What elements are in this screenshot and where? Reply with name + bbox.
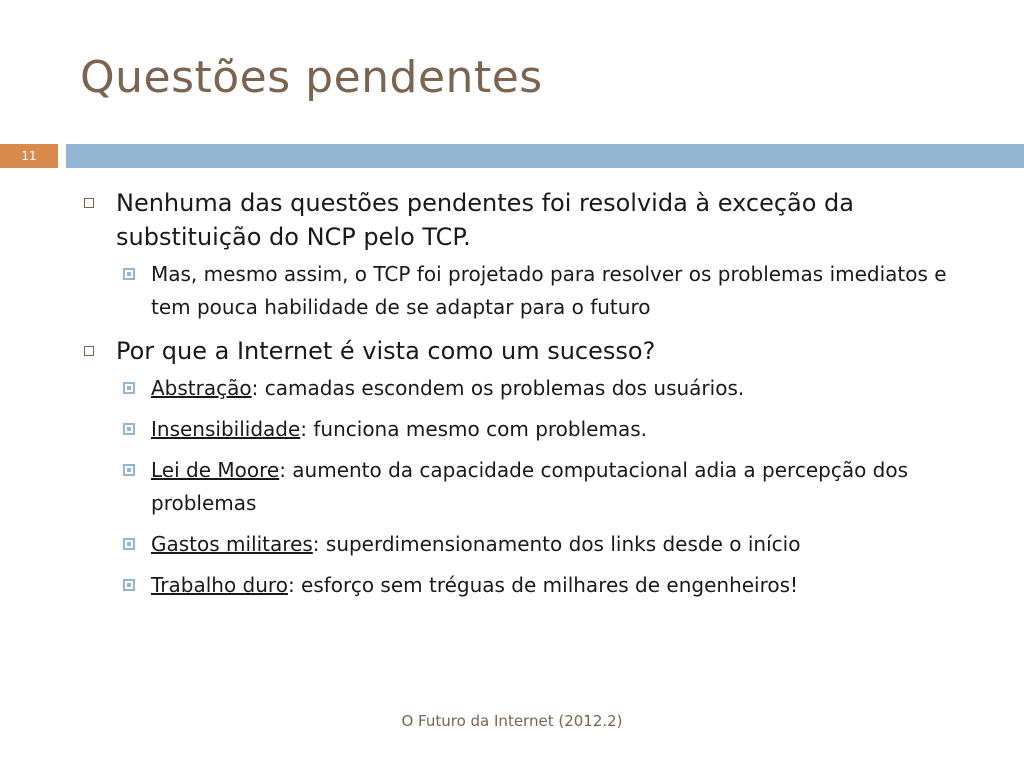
slide-title: Questões pendentes (80, 52, 543, 103)
sub-bullet-list (80, 372, 980, 602)
square-bullet-icon (84, 346, 94, 356)
bullet-item (80, 334, 980, 368)
sub-bullet-item (115, 454, 980, 520)
bullet-item (80, 186, 980, 254)
bullet-text: Nenhuma das questões pendentes foi resolvida à exceção da substituição do NCP pelo TCP. (116, 189, 854, 251)
sub-bullet-term: Abstração (151, 376, 252, 400)
sub-bullet-list (80, 258, 980, 324)
title-underline-bar (66, 144, 1024, 168)
sub-bullet-text: : aumento da capacidade computacional adia a percepção dos problemas (151, 458, 909, 515)
square-bullet-icon (123, 382, 135, 394)
square-bullet-icon (123, 579, 135, 591)
sub-bullet-item (115, 528, 980, 561)
sub-bullet-term: Lei de Moore (151, 458, 280, 482)
sub-bullet-text: : esforço sem tréguas de milhares de engenheiros! (287, 573, 799, 597)
sub-bullet-item (115, 258, 980, 324)
square-bullet-icon (123, 268, 135, 280)
sub-bullet-text: : superdimensionamento dos links desde o início (312, 532, 801, 556)
sub-bullet-term: Gastos militares (151, 532, 313, 556)
slide-number: 11 (0, 144, 58, 168)
sub-bullet-term: Insensibilidade (151, 417, 301, 441)
slide-content (80, 186, 980, 612)
sub-bullet-text: Mas, mesmo assim, o TCP foi projetado para resolver os problemas imediatos e tem pouca habilidade de se adaptar para o futuro (151, 262, 947, 319)
sub-bullet-text: : funciona mesmo com problemas. (300, 417, 647, 441)
slide-footer: O Futuro da Internet (2012.2) (401, 712, 623, 730)
square-bullet-icon (123, 423, 135, 435)
sub-bullet-item (115, 372, 980, 405)
bullet-text: Por que a Internet é vista como um sucesso? (116, 337, 656, 365)
square-bullet-icon (123, 464, 135, 476)
sub-bullet-term: Trabalho duro (151, 573, 288, 597)
square-bullet-icon (123, 538, 135, 550)
sub-bullet-item (115, 569, 980, 602)
sub-bullet-text: : camadas escondem os problemas dos usuários. (251, 376, 745, 400)
square-bullet-icon (84, 198, 94, 208)
sub-bullet-item (115, 413, 980, 446)
